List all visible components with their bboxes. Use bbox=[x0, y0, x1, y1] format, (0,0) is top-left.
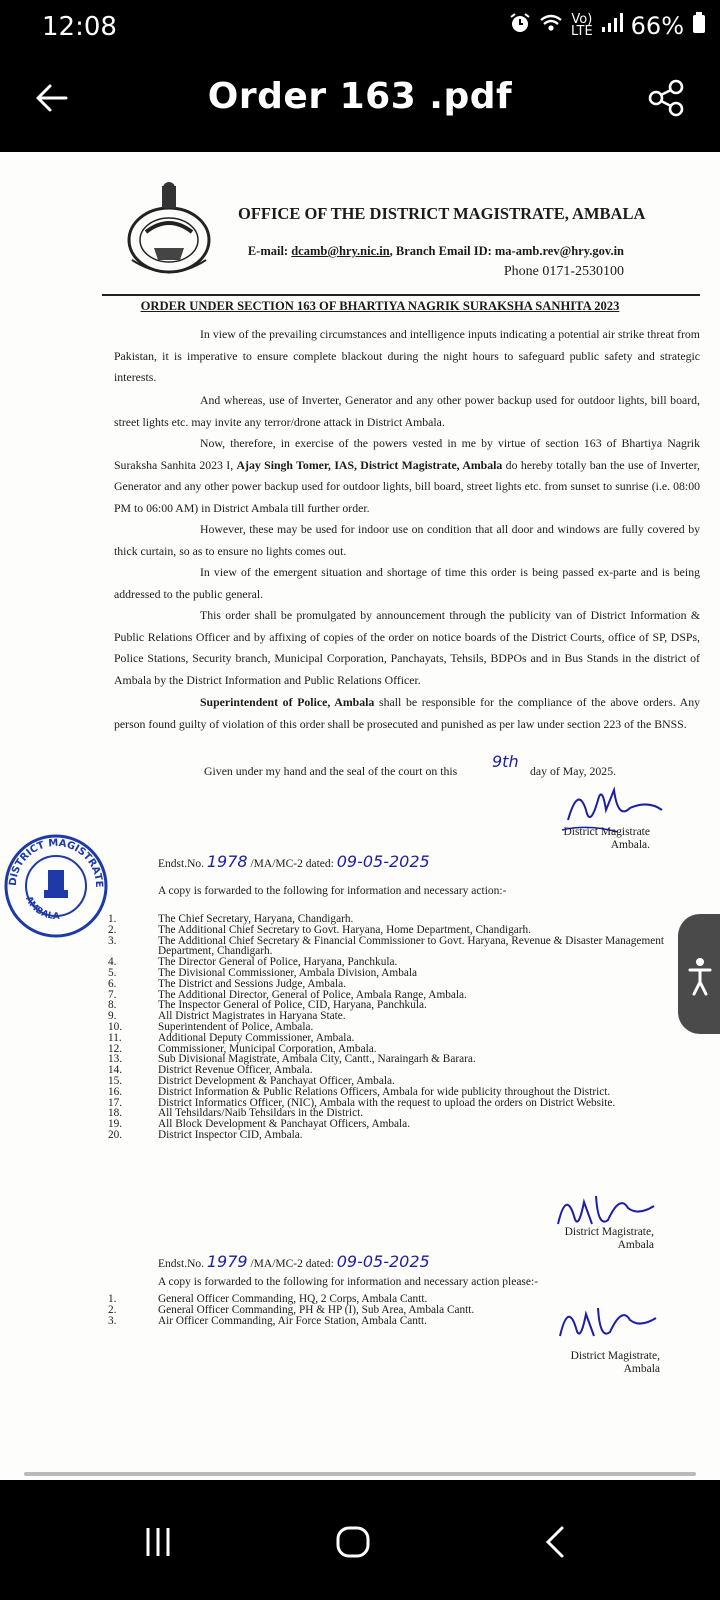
list-item-text: Superintendent of Police, Ambala. bbox=[158, 1020, 314, 1033]
recents-icon bbox=[138, 1522, 178, 1562]
email-address: dcamb@hry.nic.in bbox=[291, 244, 390, 258]
list-item bbox=[104, 1087, 704, 1098]
share-button[interactable] bbox=[646, 78, 686, 118]
status-bar bbox=[0, 0, 720, 58]
list-item-text: General Officer Commanding, PH & HP (I), Sub Area, Ambala Cantt. bbox=[158, 1303, 475, 1316]
paragraph-3-part-a: Now, therefore, in exercise of the powers vested in me by virtue of section 163 of Bhartiya Nagrik Suraksha Sanhita 2023 I, bbox=[114, 436, 700, 472]
endorsement-1 bbox=[158, 852, 430, 871]
list-item-text: The Divisional Commissioner, Ambala Division, Ambala bbox=[158, 966, 418, 979]
list-item bbox=[104, 925, 704, 936]
list-item-text: The Inspector General of Police, CID, Haryana, Panchkula. bbox=[158, 999, 427, 1012]
list-item-number: 4. bbox=[108, 956, 117, 969]
list-item-text: Commissioner, Municipal Corporation, Ambala. bbox=[158, 1042, 377, 1055]
list-item-number: 20. bbox=[108, 1128, 123, 1141]
forward-note-2: A copy is forwarded to the following for information and necessary action please:- bbox=[158, 1276, 539, 1288]
list-item-text: District Informatics Officer, (NIC), Ambala with the request to upload the orders on District Website. bbox=[158, 1096, 616, 1109]
accessibility-icon bbox=[678, 914, 720, 1034]
list-item-text: The Chief Secretary, Haryana, Chandigarh. bbox=[158, 913, 354, 925]
paragraph-6: This order shall be promulgated by announcement through the publicity van of District Information & Public Relations Officer and by affixing of copies of the order on notice boards of the District Courts, office of SP, DSPs, Police Stations, Security branch, Municipal Corporation, Panchayats, Tehsils, BDPOs and in Bus Stands in the district of Ambala by the District Information and Public Relations Officer. bbox=[114, 608, 700, 687]
paragraph-4: However, these may be used for indoor use on condition that all door and windows are fully covered by thick curtain, so as to ensure no lights comes out. bbox=[114, 522, 700, 558]
list-item-number: 8. bbox=[108, 999, 117, 1012]
list-item-number: 3. bbox=[108, 934, 117, 947]
office-phone: Phone 0171-2530100 bbox=[503, 264, 624, 279]
list-item-number: 2. bbox=[108, 923, 117, 936]
paragraph-7-text: shall be responsible for the compliance of the above orders. Any person found guilty of violation of this order shall be prosecuted and punished as per law under section 223 of the BNSS. bbox=[114, 695, 700, 731]
app-bar bbox=[0, 58, 720, 154]
list-item-number: 6. bbox=[108, 977, 117, 990]
paragraph-1: In view of the prevailing circumstances and intelligence inputs indicating a potential air strike threat from Pakistan, it is imperative to ensure complete blackout during the night hours to safeguard public safety and strategic interests. bbox=[114, 327, 700, 384]
volte-top: Vo) bbox=[571, 12, 593, 27]
wifi-icon bbox=[539, 13, 563, 39]
list-item-number: 16. bbox=[108, 1085, 123, 1098]
list-item-number: 1. bbox=[108, 913, 117, 925]
endst2-ref: /MA/MC-2 dated: bbox=[250, 1258, 334, 1270]
stamp-bottom-path: AMBALA bbox=[23, 894, 60, 922]
paragraph-2: And whereas, use of Inverter, Generator and any other power backup used for outdoor lights, bill board, street lights etc. may invite any terror/drone attack in District Ambala. bbox=[114, 393, 700, 429]
list-item-text: The Additional Chief Secretary & Financial Commissioner to Govt. Haryana, Revenue & Disaster Management Department, Chandigarh. bbox=[158, 934, 665, 958]
home-button[interactable] bbox=[334, 1522, 374, 1562]
list-item-number: 13. bbox=[108, 1053, 123, 1066]
endst2-prefix: Endst.No. bbox=[158, 1258, 204, 1270]
list-item-text: The Additional Chief Secretary to Govt. Haryana, Home Department, Chandigarh. bbox=[158, 923, 532, 936]
home-icon bbox=[334, 1522, 374, 1562]
list-item-number: 19. bbox=[108, 1118, 123, 1131]
office-heading: OFFICE OF THE DISTRICT MAGISTRATE, AMBALA bbox=[238, 204, 646, 223]
branch-email: , Branch Email ID: ma-amb.rev@hry.gov.in bbox=[389, 244, 624, 258]
endst1-date: 09-05-2025 bbox=[336, 852, 430, 871]
magistrate-name: Ajay Singh Tomer, IAS, District Magistrate, Ambala bbox=[236, 457, 503, 472]
signature-1-label: District Magistrate Ambala. bbox=[563, 826, 650, 851]
paragraph-3-part-b: do hereby totally ban the use of Inverter, Generator and any other power backup used for outdoor lights, bill board, street lights etc. from sunset to sunrise (i.e. 08:00 PM to 06:00 AM) in District Ambala till further order. bbox=[114, 457, 701, 515]
list-item-text: All District Magistrates in Haryana State. bbox=[158, 1010, 346, 1023]
volte-bottom: LTE bbox=[571, 24, 593, 39]
email-label: E-mail: bbox=[247, 244, 292, 258]
list-item-text: General Officer Commanding, HQ, 2 Corps, Ambala Cantt. bbox=[158, 1293, 428, 1305]
list-item-number: 1. bbox=[108, 1293, 117, 1305]
list-item-text: District Development & Panchayat Officer, Ambala. bbox=[158, 1074, 395, 1087]
sp-ambala: Superintendent of Police, Ambala bbox=[200, 695, 375, 709]
forward-note-1: A copy is forwarded to the following for information and necessary action:- bbox=[158, 885, 507, 897]
list-item-text: District Information & Public Relations Officers, Ambala for wide publicity throughout the District. bbox=[158, 1085, 611, 1098]
list-item-text: Air Officer Commanding, Air Force Station, Ambala Cantt. bbox=[158, 1314, 427, 1327]
pdf-page[interactable] bbox=[0, 152, 720, 1506]
list-item-text: The District and Sessions Judge, Ambala. bbox=[158, 977, 346, 990]
share-icon bbox=[646, 78, 686, 118]
list-item-text: The Additional Director, General of Police, Ambala Range, Ambala. bbox=[158, 988, 467, 1001]
battery-percent: 66% bbox=[630, 12, 684, 40]
stamp-bottom-text bbox=[23, 895, 60, 922]
status-time: 12:08 bbox=[42, 12, 117, 42]
list-item-text: Additional Deputy Commissioner, Ambala. bbox=[158, 1031, 355, 1044]
list-item-number: 9. bbox=[108, 1010, 117, 1023]
paragraph-5: In view of the emergent situation and shortage of time this order is being passed ex-parte and is being addressed to the public general. bbox=[114, 565, 700, 601]
list-item-number: 18. bbox=[108, 1107, 123, 1120]
list-item-number: 2. bbox=[108, 1303, 117, 1316]
list-item-number: 17. bbox=[108, 1096, 123, 1109]
endst1-number: 1978 bbox=[206, 852, 248, 871]
given-date-tail: day of May, 2025. bbox=[530, 764, 617, 778]
list-item-number: 11. bbox=[108, 1031, 122, 1044]
status-icons bbox=[509, 12, 706, 40]
system-nav-bar bbox=[0, 1480, 720, 1600]
list-item-text: All Tehsildars/Naib Tehsildars in the District. bbox=[158, 1107, 364, 1120]
list-item bbox=[104, 936, 704, 958]
stamp-top-path: DISTRICT MAGISTRATE bbox=[7, 837, 105, 888]
list-item-text: The Director General of Police, Haryana, Panchkula. bbox=[158, 956, 398, 969]
list-item-number: 3. bbox=[108, 1314, 117, 1327]
list-item bbox=[104, 1130, 704, 1141]
list-item bbox=[104, 1033, 704, 1044]
endst2-date: 09-05-2025 bbox=[336, 1252, 430, 1271]
signature-2-label: District Magistrate, Ambala bbox=[564, 1226, 654, 1251]
list-item-text: District Inspector CID, Ambala. bbox=[158, 1128, 303, 1141]
signature-3-icon bbox=[552, 1292, 662, 1356]
list-item-number: 15. bbox=[108, 1074, 123, 1087]
list-item-text: Sub Divisional Magistrate, Ambala City, Cantt., Naraingarh & Barara. bbox=[158, 1053, 476, 1066]
list-item-text: All Block Development & Panchayat Officers, Ambala. bbox=[158, 1118, 411, 1131]
nav-back-button[interactable] bbox=[536, 1522, 576, 1562]
paragraph-3 bbox=[114, 433, 700, 519]
office-email bbox=[248, 244, 624, 259]
signal-icon bbox=[601, 13, 623, 39]
signature-3-label: District Magistrate, Ambala bbox=[570, 1350, 660, 1375]
handwritten-day: 9th bbox=[492, 752, 519, 771]
list-item-number: 14. bbox=[108, 1064, 123, 1077]
list-item-number: 12. bbox=[108, 1042, 123, 1055]
given-under-hand: Given under my hand and the seal of the court on this bbox=[204, 764, 458, 778]
endst1-ref: /MA/MC-2 dated: bbox=[250, 858, 334, 870]
document-title: Order 163 .pdf bbox=[207, 76, 513, 117]
paragraph-7 bbox=[114, 692, 700, 735]
list-item bbox=[104, 979, 704, 990]
alarm-icon bbox=[509, 12, 531, 40]
recipient-list-1 bbox=[104, 914, 704, 1141]
battery-icon bbox=[692, 12, 706, 40]
endorsement-2 bbox=[158, 1252, 430, 1271]
endst1-prefix: Endst.No. bbox=[158, 858, 204, 870]
nav-back-icon bbox=[536, 1522, 576, 1562]
header-divider bbox=[102, 294, 700, 296]
accessibility-button[interactable] bbox=[678, 914, 720, 1034]
list-item-number: 5. bbox=[108, 966, 117, 979]
order-title: ORDER UNDER SECTION 163 OF BHARTIYA NAGRIK SURAKSHA SANHITA 2023 bbox=[140, 299, 620, 313]
volte-label bbox=[571, 14, 593, 38]
list-item-number: 7. bbox=[108, 988, 117, 1001]
haryana-emblem-icon bbox=[124, 180, 214, 280]
list-item-number: 10. bbox=[108, 1020, 123, 1033]
recents-button[interactable] bbox=[138, 1522, 178, 1562]
list-item-text: District Revenue Officer, Ambala. bbox=[158, 1064, 313, 1077]
endst2-number: 1979 bbox=[206, 1252, 248, 1271]
page-scroll-indicator bbox=[24, 1472, 696, 1476]
district-magistrate-stamp-icon bbox=[2, 832, 110, 940]
